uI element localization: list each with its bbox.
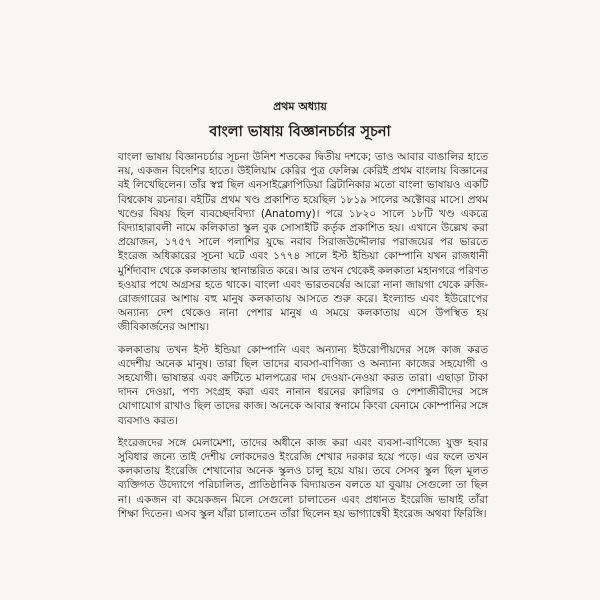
paragraph: কলকাতায় তখন ইস্ট ইন্ডিয়া কোম্পানি এবং অন্যান্য ইউরোপীয়দের সঙ্গে কাজ করত এদেশীয় অনেক মানুষ। তারা ছিল তাদের ব্যবসা-বাণিজ্য ও অন্যান্য কাজের সহযোগী ও সহযোগী। ভাষান্তর এবং ক্রটিতে মালপত্রের দাম দেওয়া-নেওয়া করত তারা। এছাড়া টাকা দাদন দেওয়া, পণ্য সংগ্রহ করা এবং নানান ধরনের কারিগর ও পেশাজীবীদের সঙ্গে যোগাযোগ রাখাও ছিল তাদের কাজ। অনেকে আবার স্বনামে কিংবা বেনামে কোম্পানির সঙ্গে ব্যবসাও করত।	[118, 343, 489, 427]
chapter-title: বাংলা ভাষায় বিজ্ঞানচর্চার সূচনা	[209, 124, 391, 140]
paragraph: বাংলা ভাষায় বিজ্ঞানচর্চার সূচনা উনিশ শতকের দ্বিতীয় দশকে; তাও আবার বাঙালির হাতে নয়, একজন বিদেশির হাতে। উইলিয়াম কেরির পুত্র ফেলিক্স কেরিই প্রথম বাংলায় বিজ্ঞানের বই লিখেছিলেন। তাঁর স্বপ্ন ছিল এনসাইক্লোপিডিয়া ব্রিটানিকার মতো বাংলা ভাষায়ও একটি বিশ্বকোষ রচনার। বইটির প্রথম খণ্ড প্রকাশিত হয়েছিল ১৮১৯ সালের অক্টোবর মাসে। প্রথম খণ্ডের বিষয় ছিল ব্যবচ্ছেদবিদ্যা (Anatomy)। পরে ১৮২০ সালে ১৮টি খণ্ড একত্রে বিদ্যাহারাবলী নামে কলিকাতা স্কুল বুক সোসাইটি কর্তৃক প্রকাশিত হয়। এখানে উল্লেখ করা প্রয়োজন, ১৭৫৭ সালে পলাশির যুদ্ধে নবাব সিরাজউদ্দৌলার পরাজয়ের পর ভারতে ইংরেজ অধিকারের সূচনা ঘটে এবং ১৭৭৪ সালে ইস্ট ইন্ডিয়া কোম্পানি যখন রাজধানী মুর্শিদাবাদ থেকে কলকাতায় স্থানান্তরিত করে। আর তখন থেকেই কলকাতা মহানগরে পরিণত হওয়ার পথে অগ্রসর হতে থাকে। বাংলা এবং ভারতবর্ষের আরো নানা জায়গা থেকে রুজি-রোজগারের আশায় বহু মানুষ কলকাতায় আসতে শুরু করে। ইংল্যান্ড এবং ইউরোপের অন্যান্য দেশ থেকেও নানা পেশার মানুষ এ সময়ে কলকাতায় এসে উপস্থিত হয় জীবিকার্জনের আশায়।	[118, 151, 488, 334]
paragraph: ইংরেজদের সঙ্গে মেলামেশা, তাদের অধীনে কাজ করা এবং ব্যবসা-বাণিজ্যে যুক্ত হবার সুবিধার জন্যে তাই দেশীয় লোকদেরও ইংরেজি শেখার দরকার হয়ে পড়ে। এর ফলে তখন কলকাতায় ইংরেজি শেখানোর অনেক স্কুলও চালু হয়ে যায়। তবে সেসব স্কুল ছিল মূলত ব্যক্তিগত উদ্যোগে পরিচালিত, প্রাতিষ্ঠানিক বিদ্যায়তন বলতে যা বুঝায় সেগুলো তা ছিল না। একজন বা কয়েকজন মিলে সেগুলো চালাতেন এবং প্রধানত ইংরেজি ভাষাই তাঁরা শিক্ষা দিতেন। এসব স্কুল যাঁরা চালাতেন তাঁরা ছিলেন হয় ভাগ্যান্বেষী ইংরেজ অথবা ফিরিঙ্গি।	[118, 436, 488, 520]
chapter-label: প্রথম অধ্যায়	[273, 100, 327, 113]
chapter-body	[118, 150, 488, 529]
